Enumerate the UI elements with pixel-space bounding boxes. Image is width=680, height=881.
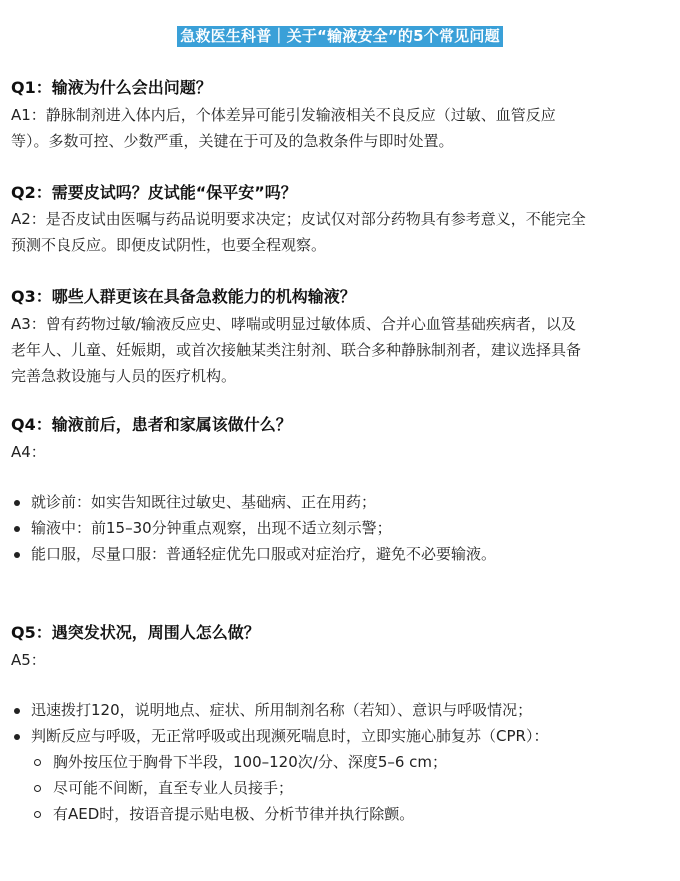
answer-3-line: 老年人、儿童、妊娠期，或首次接触某类注射剂、联合多种静脉制剂者，建议选择具备 xyxy=(11,341,582,359)
question-3: Q3：哪些人群更该在具备急救能力的机构输液？ xyxy=(11,287,356,306)
answer-2-line: 预测不良反应。即便皮试阴性，也要全程观察。 xyxy=(11,236,327,254)
list-item-text: 输液中：前15–30分钟重点观察，出现不适立刻示警； xyxy=(31,519,392,537)
sub-list-item xyxy=(11,775,548,801)
question-4: Q4：输液前后，患者和家属该做什么？ xyxy=(11,415,292,434)
list-item-text: 迅速拨打120，说明地点、症状、所用制剂名称（若知）、意识与呼吸情况； xyxy=(31,701,533,719)
title-wrapper xyxy=(0,26,680,47)
answer-5-list xyxy=(11,697,548,827)
answer-5-label xyxy=(11,647,673,673)
answer-2-line: A2：是否皮试由医嘱与药品说明要求决定；皮试仅对部分药物具有参考意义，不能完全 xyxy=(11,210,586,228)
bullet-dot-icon xyxy=(14,552,20,558)
sub-list-item xyxy=(11,801,548,827)
sub-list-item-text: 胸外按压位于胸骨下半段，100–120次/分、深度5–6 cm； xyxy=(53,753,448,771)
hollow-bullet-icon xyxy=(34,811,41,818)
bullet-dot-icon xyxy=(14,734,20,740)
answer-3-line: 完善急救设施与人员的医疗机构。 xyxy=(11,367,237,385)
list-item-text: 就诊前：如实告知既往过敏史、基础病、正在用药； xyxy=(31,493,377,511)
bullet-dot-icon xyxy=(14,708,20,714)
bullet-dot-icon xyxy=(14,526,20,532)
answer-1 xyxy=(11,102,673,154)
answer-1-line: 等）。多数可控、少数严重，关键在于可及的急救条件与即时处置。 xyxy=(11,132,454,150)
answer-5-label-text: A5： xyxy=(11,651,46,669)
list-item-text: 判断反应与呼吸，无正常呼吸或出现濒死喘息时，立即实施心肺复苏（CPR）： xyxy=(31,727,549,745)
sub-list-item-text: 有AED时，按语音提示贴电极、分析节律并执行除颤。 xyxy=(53,805,415,823)
sub-list-item xyxy=(11,749,548,775)
question-5: Q5：遇突发状况，周围人怎么做？ xyxy=(11,623,260,642)
question-1: Q1：输液为什么会出问题？ xyxy=(11,78,212,97)
hollow-bullet-icon xyxy=(34,785,41,792)
list-item xyxy=(11,541,496,567)
answer-4-label-text: A4： xyxy=(11,443,46,461)
list-item xyxy=(11,697,548,723)
answer-4-label xyxy=(11,439,673,465)
list-item-text: 能口服，尽量口服：普通轻症优先口服或对症治疗，避免不必要输液。 xyxy=(31,545,497,563)
list-item xyxy=(11,515,496,541)
answer-1-line: A1：静脉制剂进入体内后，个体差异可能引发输液相关不良反应（过敏、血管反应 xyxy=(11,106,556,124)
list-item xyxy=(11,489,496,515)
question-2: Q2：需要皮试吗？皮试能“保平安”吗？ xyxy=(11,183,297,202)
answer-3 xyxy=(11,311,673,389)
article-title: 急救医生科普｜关于“输液安全”的5个常见问题 xyxy=(177,26,503,47)
hollow-bullet-icon xyxy=(34,759,41,766)
answer-3-line: A3：曾有药物过敏/输液反应史、哮喘或明显过敏体质、合并心血管基础疾病者，以及 xyxy=(11,315,576,333)
answer-2 xyxy=(11,206,673,258)
sub-list-item-text: 尽可能不间断，直至专业人员接手； xyxy=(53,779,294,797)
bullet-dot-icon xyxy=(14,500,20,506)
answer-4-list xyxy=(11,489,496,567)
list-item xyxy=(11,723,548,749)
